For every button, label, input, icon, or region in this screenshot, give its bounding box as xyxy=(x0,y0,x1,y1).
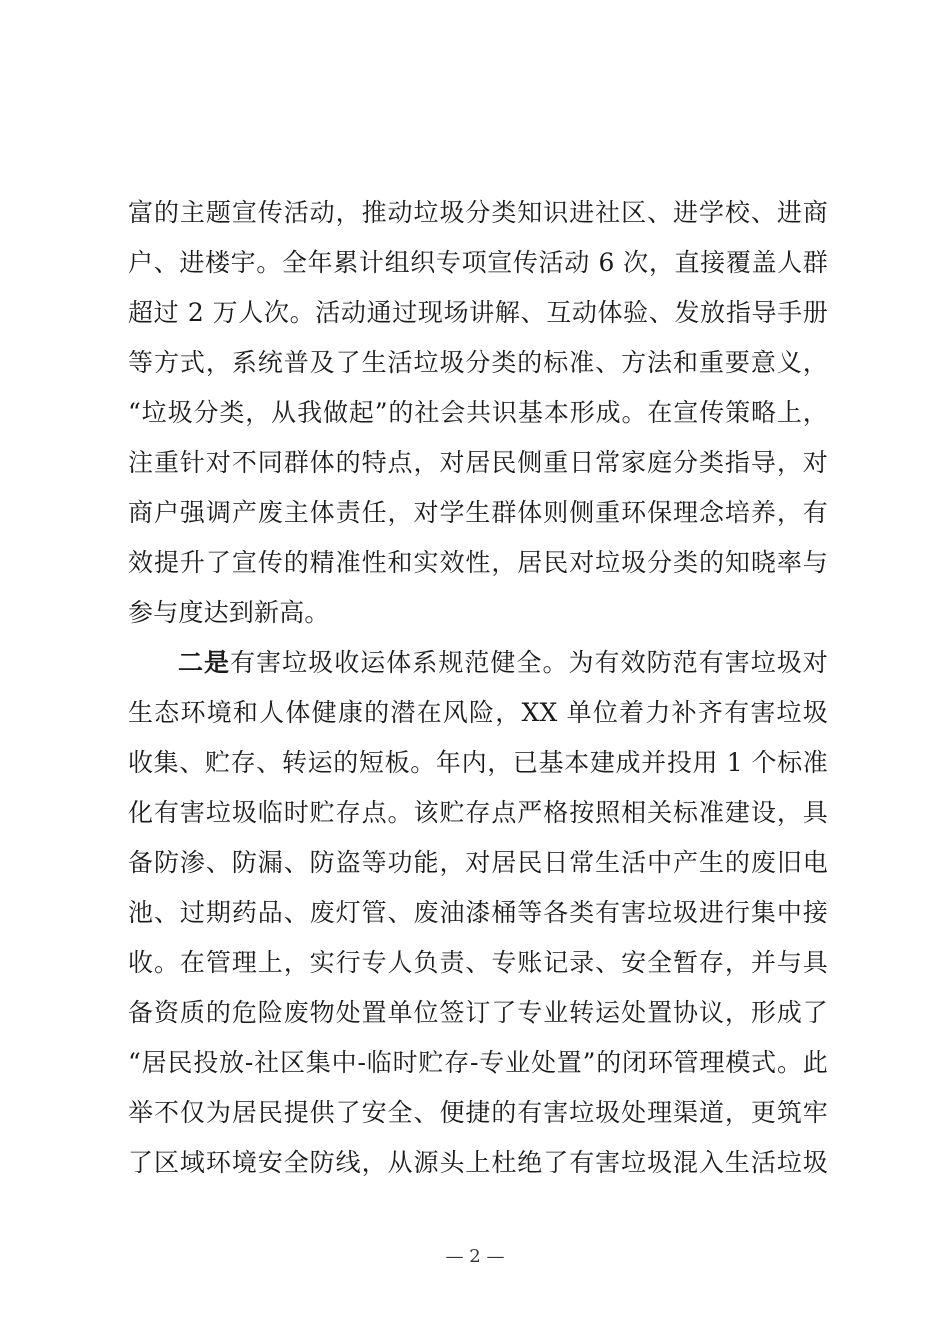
paragraph2-line-8: 备资质的危险废物处置单位签订了专业转运处置协议，形成了 xyxy=(128,998,828,1027)
paragraph1-line-6: 注重针对不同群体的特点，对居民侧重日常家庭分类指导，对 xyxy=(128,448,828,477)
paragraph2-line-4: 化有害垃圾临时贮存点。该贮存点严格按照相关标准建设，具 xyxy=(128,798,828,827)
paragraph2-line-3: 收集、贮存、转运的短板。年内，已基本建成并投用 1 个标准 xyxy=(128,748,828,777)
page-number: — 2 — xyxy=(445,1246,505,1267)
paragraph1-line-2: 户、进楼宇。全年累计组织专项宣传活动 6 次，直接覆盖人群 xyxy=(128,248,828,277)
paragraph2-line-10: 举不仅为居民提供了安全、便捷的有害垃圾处理渠道，更筑牢 xyxy=(128,1098,828,1127)
paragraph1-line-9: 参与度达到新高。 xyxy=(128,598,330,627)
paragraph2-line-7: 收。在管理上，实行专人负责、专账记录、安全暂存，并与具 xyxy=(128,948,828,977)
paragraph2-first-rest: 有害垃圾收运体系规范健全。为有效防范有害垃圾对 xyxy=(230,648,828,677)
paragraph1-line-3: 超过 2 万人次。活动通过现场讲解、互动体验、发放指导手册 xyxy=(128,298,828,327)
paragraph2-line-6: 池、过期药品、废灯管、废油漆桶等各类有害垃圾进行集中接 xyxy=(128,898,828,927)
paragraph1-line-1: 富的主题宣传活动，推动垃圾分类知识进社区、进学校、进商 xyxy=(128,198,828,227)
paragraph1-line-5: “垃圾分类，从我做起”的社会共识基本形成。在宣传策略上， xyxy=(128,398,828,427)
paragraph2-lead: 二是 xyxy=(178,648,231,677)
paragraph1-line-4: 等方式，系统普及了生活垃圾分类的标准、方法和重要意义， xyxy=(128,348,828,377)
paragraph1-line-8: 效提升了宣传的精准性和实效性，居民对垃圾分类的知晓率与 xyxy=(128,548,828,577)
paragraph2-first-line xyxy=(178,643,828,683)
paragraph2-line-5: 备防渗、防漏、防盗等功能，对居民日常生活中产生的废旧电 xyxy=(128,848,828,877)
paragraph2-line-9: “居民投放-社区集中-临时贮存-专业处置”的闭环管理模式。此 xyxy=(128,1048,828,1077)
paragraph2-line-2: 生态环境和人体健康的潜在风险，XX 单位着力补齐有害垃圾 xyxy=(128,698,828,727)
paragraph1-line-7: 商户强调产废主体责任，对学生群体则侧重环保理念培养，有 xyxy=(128,498,828,527)
paragraph2-line-11: 了区域环境安全防线，从源头上杜绝了有害垃圾混入生活垃圾 xyxy=(128,1148,828,1177)
